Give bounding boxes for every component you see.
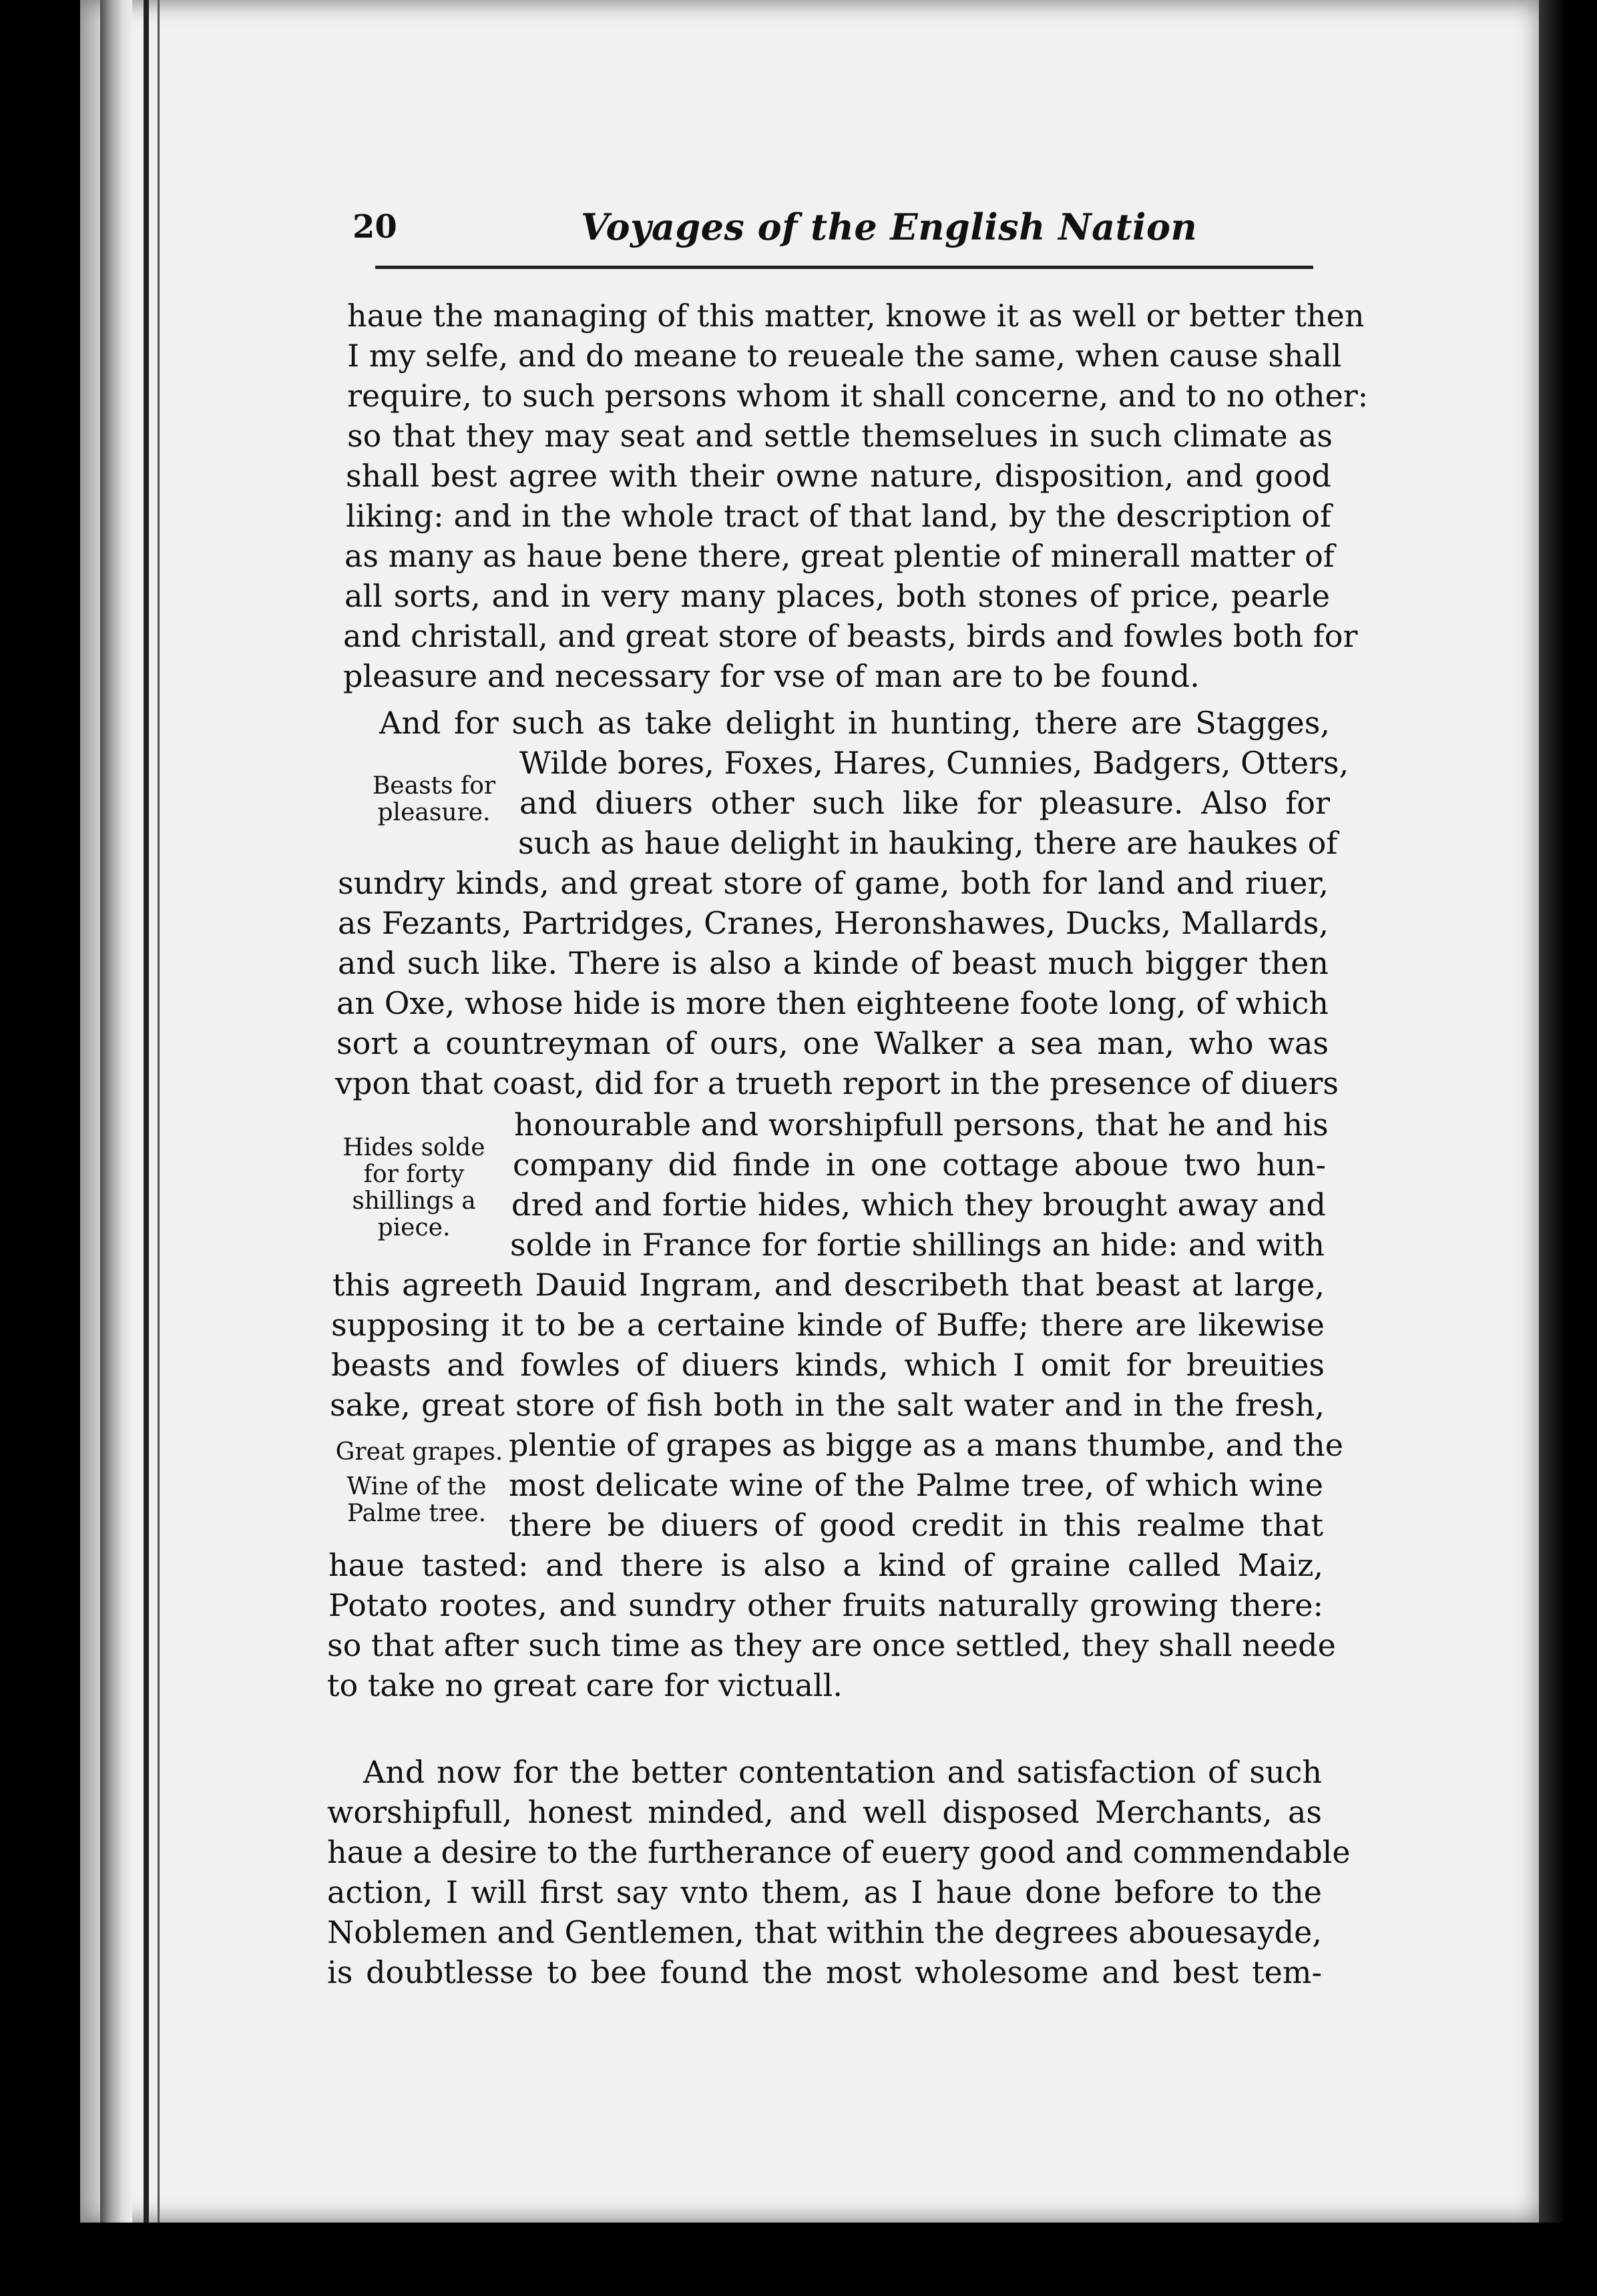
text-line: haue tasted: and there is also a kind of graine called Maiz, (328, 1547, 1323, 1583)
text-line: Noblemen and Gentlemen, that within the degrees abouesayde, (327, 1914, 1322, 1950)
margin-note-line: Wine of the (347, 1473, 487, 1500)
text-line: liking: and in the whole tract of that land, by the description of (346, 498, 1331, 534)
margin-note-line: pleasure. (377, 799, 491, 826)
text-line: I my selfe, and do meane to reueale the same, when cause shall (347, 338, 1342, 374)
margin-note-line: for forty (363, 1161, 465, 1188)
margin-note-grapes (334, 1439, 505, 1466)
text-line: shall best agree with their owne nature, disposition, and good (346, 458, 1331, 494)
running-title: Voyages of the English Nation (581, 206, 1198, 248)
text-line: sundry kinds, and great store of game, both for land and riuer, (338, 865, 1329, 901)
text-line: such as haue delight in hauking, there are haukes of (518, 825, 1338, 861)
text-line: company did finde in one cottage aboue two hun- (513, 1147, 1326, 1183)
margin-note-line: piece. (377, 1214, 451, 1241)
text-line: require, to such persons whom it shall concerne, and to no other: (347, 378, 1369, 414)
gutter-edge-line-thin (158, 0, 160, 2223)
page-right-shadow (1539, 0, 1566, 2296)
text-line: there be diuers of good credit in this realme that (509, 1507, 1323, 1543)
text-line: action, I will first say vnto them, as I haue done before to the (327, 1874, 1322, 1910)
text-line: haue the managing of this matter, knowe it as well or better then (347, 298, 1365, 334)
text-line: sake, great store of fish both in the salt water and in the fresh, (330, 1387, 1325, 1423)
text-line: dred and fortie hides, which they brought away and (511, 1187, 1326, 1223)
text-line: an Oxe, whose hide is more then eighteene foote long, of which (336, 985, 1329, 1021)
margin-note-line: Palme tree. (347, 1500, 487, 1527)
text-line: so that after such time as they are once settled, they shall neede (327, 1627, 1336, 1663)
text-line: most delicate wine of the Palme tree, of which wine (509, 1467, 1323, 1503)
text-line: and such like. There is also a kinde of beast much bigger then (338, 945, 1329, 981)
text-line: vpon that coast, did for a trueth report in the presence of diuers (335, 1065, 1339, 1101)
book-gutter (100, 0, 132, 2223)
text-line: as many as haue bene there, great plentie of minerall matter of (345, 538, 1335, 574)
text-line: honourable and worshipfull persons, that he and his (514, 1107, 1329, 1143)
text-line: supposing it to be a certaine kinde of Buffe; there are likewise (331, 1307, 1325, 1343)
gutter-edge-line (144, 0, 149, 2223)
text-line: Wilde bores, Foxes, Hares, Cunnies, Badgers, Otters, (519, 745, 1349, 781)
text-line: And now for the better contentation and satisfaction of such (363, 1754, 1322, 1790)
margin-note-line: shillings a (352, 1187, 476, 1215)
text-line: so that they may seat and settle themselues in such climate as (347, 418, 1333, 454)
text-line: Potato rootes, and sundry other fruits naturally growing there: (328, 1587, 1323, 1623)
text-line: is doubtlesse to bee found the most wholesome and best tem- (327, 1954, 1322, 1990)
margin-note-line: Hides solde (343, 1134, 485, 1161)
header-rule (375, 266, 1313, 269)
text-line: pleasure and necessary for vse of man are to be found. (343, 658, 1200, 694)
margin-note-palme-wine (336, 1474, 497, 1527)
scan-bottom-border (0, 2223, 1597, 2296)
text-line: beasts and fowles of diuers kinds, which I omit for breuities (331, 1347, 1325, 1383)
text-line: plentie of grapes as bigge as a mans thumbe, and the (509, 1427, 1344, 1463)
text-line: and christall, and great store of beasts, birds and fowles both for (343, 618, 1358, 654)
margin-note-hides (334, 1135, 494, 1241)
margin-note-line: Great grapes. (335, 1438, 503, 1466)
text-line: and diuers other such like for pleasure. Also for (519, 785, 1330, 821)
text-line: as Fezants, Partridges, Cranes, Heronshawes, Ducks, Mallards, (338, 905, 1329, 941)
text-line: haue a desire to the furtherance of euery good and commendable (327, 1834, 1351, 1870)
text-line: this agreeth Dauid Ingram, and describeth that beast at large, (332, 1267, 1325, 1303)
text-line: And for such as take delight in hunting, there are Stagges, (379, 705, 1330, 741)
text-line: sort a countreyman of ours, one Walker a sea man, who was (336, 1025, 1329, 1061)
text-line: solde in France for fortie shillings an hide: and with (510, 1227, 1325, 1263)
text-line: worshipfull, honest minded, and well disposed Merchants, as (327, 1794, 1322, 1830)
margin-note-line: Beasts for (372, 772, 496, 800)
text-line: all sorts, and in very many places, both stones of price, pearle (345, 578, 1330, 614)
page-number: 20 (353, 208, 397, 246)
text-line: to take no great care for victuall. (327, 1667, 843, 1703)
margin-note-beasts (361, 773, 507, 826)
